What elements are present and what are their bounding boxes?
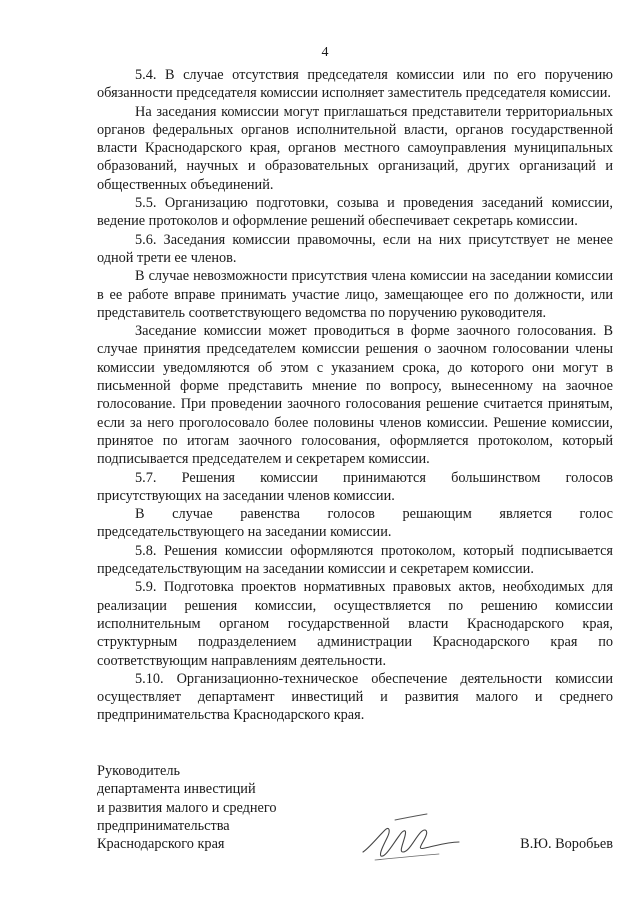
signatory-title-line: Краснодарского края xyxy=(97,836,225,853)
signatory-title-line: Руководитель xyxy=(97,763,181,779)
paragraph-5-10: 5.10. Организационно-техническое обеспечение деятельности комиссии осуществляет департамент инвестиций и развития малого и среднего предпринимательства Краснодарского края. xyxy=(97,670,613,724)
paragraph-substitute-member: В случае невозможности присутствия члена комиссии на заседании комиссии в ее работе вправе принимать участие лицо, замещающее его по должности, или представитель соответствующего ведомства по поручению руководителя. xyxy=(97,268,613,321)
paragraph-5-8: 5.8. Решения комиссии оформляются протоколом, который подписывается председательствующим на заседании комиссии и секретарем комиссии. xyxy=(97,542,613,578)
paragraph-5-7: 5.7. Решения комиссии принимаются большинством голосов присутствующих на заседании членов комиссии. xyxy=(97,469,613,504)
handwritten-signature xyxy=(355,808,465,868)
page-number: 4 xyxy=(321,45,329,60)
paragraph-5-9: 5.9. Подготовка проектов нормативных правовых актов, необходимых для реализации решения комиссии, осуществляется по решению комиссии исполнительным органом государственной власти Краснодарского края, структурным подразделением администрации Краснодарского края по соответствующим направлениям деятельности. xyxy=(97,579,613,669)
paragraph-absentee-voting: Заседание комиссии может проводиться в форме заочного голосования. В случае принятия председателем комиссии решения о заочном голосовании члены комиссии уведомляются об этом с указанием срока, до которого они могут в письменной форме представить мнение по вопросу, вынесенному на заочное голосование. При проведении заочного голосования решение считается принятым, если за него проголосовало более половины членов комиссии. Решение комиссии, принятое по итогам заочного голосования, оформляется протоколом, который подписывается председателем и секретарем комиссии. xyxy=(97,323,613,468)
paragraph-invitees: На заседания комиссии могут приглашаться представители территориальных органов федеральных органов исполнительной власти, органов государственной власти Краснодарского края, органов местного самоуправления муниципальных образований, научных и образовательных организаций, других организаций и общественных объединений. xyxy=(97,103,613,193)
signatory-title-line: предпринимательства xyxy=(97,817,230,834)
paragraph-5-6: 5.6. Заседания комиссии правомочны, если на них присутствует не менее одной трети ее членов. xyxy=(97,231,613,266)
signatory-title xyxy=(97,762,397,853)
signatory-name: В.Ю. Воробьев xyxy=(520,836,613,852)
paragraph-5-4: 5.4. В случае отсутствия председателя комиссии или по его поручению обязанности председателя комиссии исполняет заместитель председателя комиссии. xyxy=(97,67,613,102)
signatory-title-line: и развития малого и среднего xyxy=(97,799,277,816)
paragraph-tie-vote: В случае равенства голосов решающим является голос председательствующего на заседании комиссии. xyxy=(97,506,613,541)
document-body xyxy=(97,66,613,725)
signatory-title-line: департамента инвестиций xyxy=(97,781,256,798)
paragraph-5-5: 5.5. Организацию подготовки, созыва и проведения заседаний комиссии, ведение протоколов и оформление решений обеспечивает секретарь комиссии. xyxy=(97,195,613,230)
